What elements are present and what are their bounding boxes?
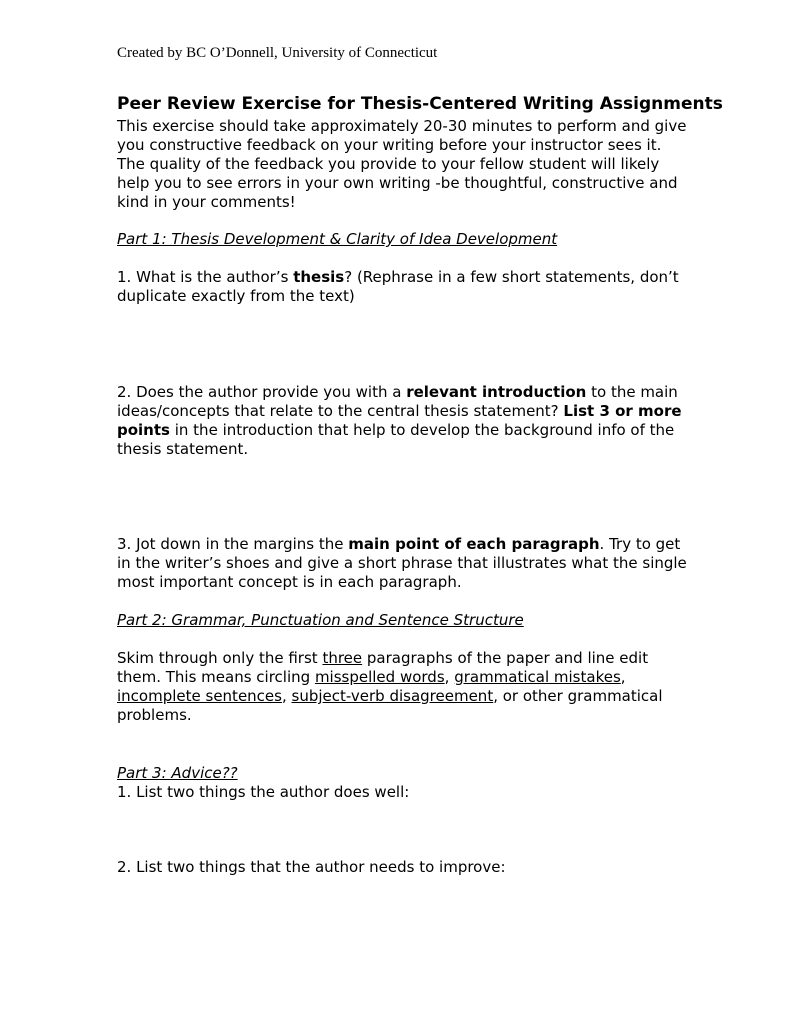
keyword-list-3: List 3 or more bbox=[563, 402, 682, 420]
question-3 bbox=[117, 535, 697, 592]
question-2-line: 2. Does the author provide you with a relevant introduction to the main bbox=[117, 383, 678, 401]
intro-line: The quality of the feedback you provide to your fellow student will likely bbox=[117, 155, 660, 173]
intro-line: kind in your comments! bbox=[117, 193, 296, 211]
part3-heading: Part 3: Advice?? bbox=[117, 764, 238, 782]
question-2-line: points in the introduction that help to develop the background info of the bbox=[117, 421, 675, 439]
keyword-relevant-introduction: relevant introduction bbox=[406, 383, 587, 401]
question-2-line: thesis statement. bbox=[117, 440, 249, 458]
keyword-thesis: thesis bbox=[293, 268, 345, 286]
question-2 bbox=[117, 383, 697, 459]
question-3-line: in the writer’s shoes and give a short phrase that illustrates what the single bbox=[117, 554, 687, 572]
underlined-subject-verb-disagreement: subject-verb disagreement bbox=[291, 687, 494, 705]
keyword-main-point: main point of each paragraph bbox=[348, 535, 600, 553]
document-header: Created by BC O’Donnell, University of Connecticut bbox=[117, 45, 438, 61]
document-title: Peer Review Exercise for Thesis-Centered Writing Assignments bbox=[117, 94, 723, 114]
intro-paragraph bbox=[117, 117, 697, 212]
part2-line: problems. bbox=[117, 706, 192, 724]
intro-line: help you to see errors in your own writing -be thoughtful, constructive and bbox=[117, 174, 678, 192]
question-1-line: duplicate exactly from the text) bbox=[117, 287, 355, 305]
question-3-line: 3. Jot down in the margins the main point of each paragraph. Try to get bbox=[117, 535, 681, 553]
keyword-points: points bbox=[117, 421, 170, 439]
part2-heading: Part 2: Grammar, Punctuation and Sentence Structure bbox=[117, 611, 524, 629]
underlined-misspelled-words: misspelled words bbox=[314, 668, 445, 686]
question-3-line: most important concept is in each paragraph. bbox=[117, 573, 462, 591]
part2-line: incomplete sentences, subject-verb disagreement, or other grammatical bbox=[117, 687, 663, 705]
question-2-line: ideas/concepts that relate to the central thesis statement? List 3 or more bbox=[117, 402, 682, 420]
question-1 bbox=[117, 268, 697, 306]
part2-paragraph bbox=[117, 649, 697, 725]
part3-item-2 bbox=[117, 858, 697, 877]
part1-heading: Part 1: Thesis Development & Clarity of Idea Development bbox=[117, 230, 558, 248]
part3-item-1 bbox=[117, 783, 697, 802]
underlined-incomplete-sentences: incomplete sentences bbox=[117, 687, 282, 705]
intro-line: This exercise should take approximately 20-30 minutes to perform and give bbox=[117, 117, 687, 135]
part3-item-2-text: 2. List two things that the author needs to improve: bbox=[117, 858, 506, 876]
question-1-line: 1. What is the author’s thesis? (Rephrase in a few short statements, don’t bbox=[117, 268, 679, 286]
intro-line: you constructive feedback on your writing before your instructor sees it. bbox=[117, 136, 662, 154]
underlined-grammatical-mistakes: grammatical mistakes bbox=[454, 668, 621, 686]
part3-item-1-text: 1. List two things the author does well: bbox=[117, 783, 410, 801]
part2-line: them. This means circling misspelled words, grammatical mistakes, bbox=[117, 668, 626, 686]
underlined-three: three bbox=[322, 649, 363, 667]
part2-line: Skim through only the first three paragraphs of the paper and line edit bbox=[117, 649, 649, 667]
